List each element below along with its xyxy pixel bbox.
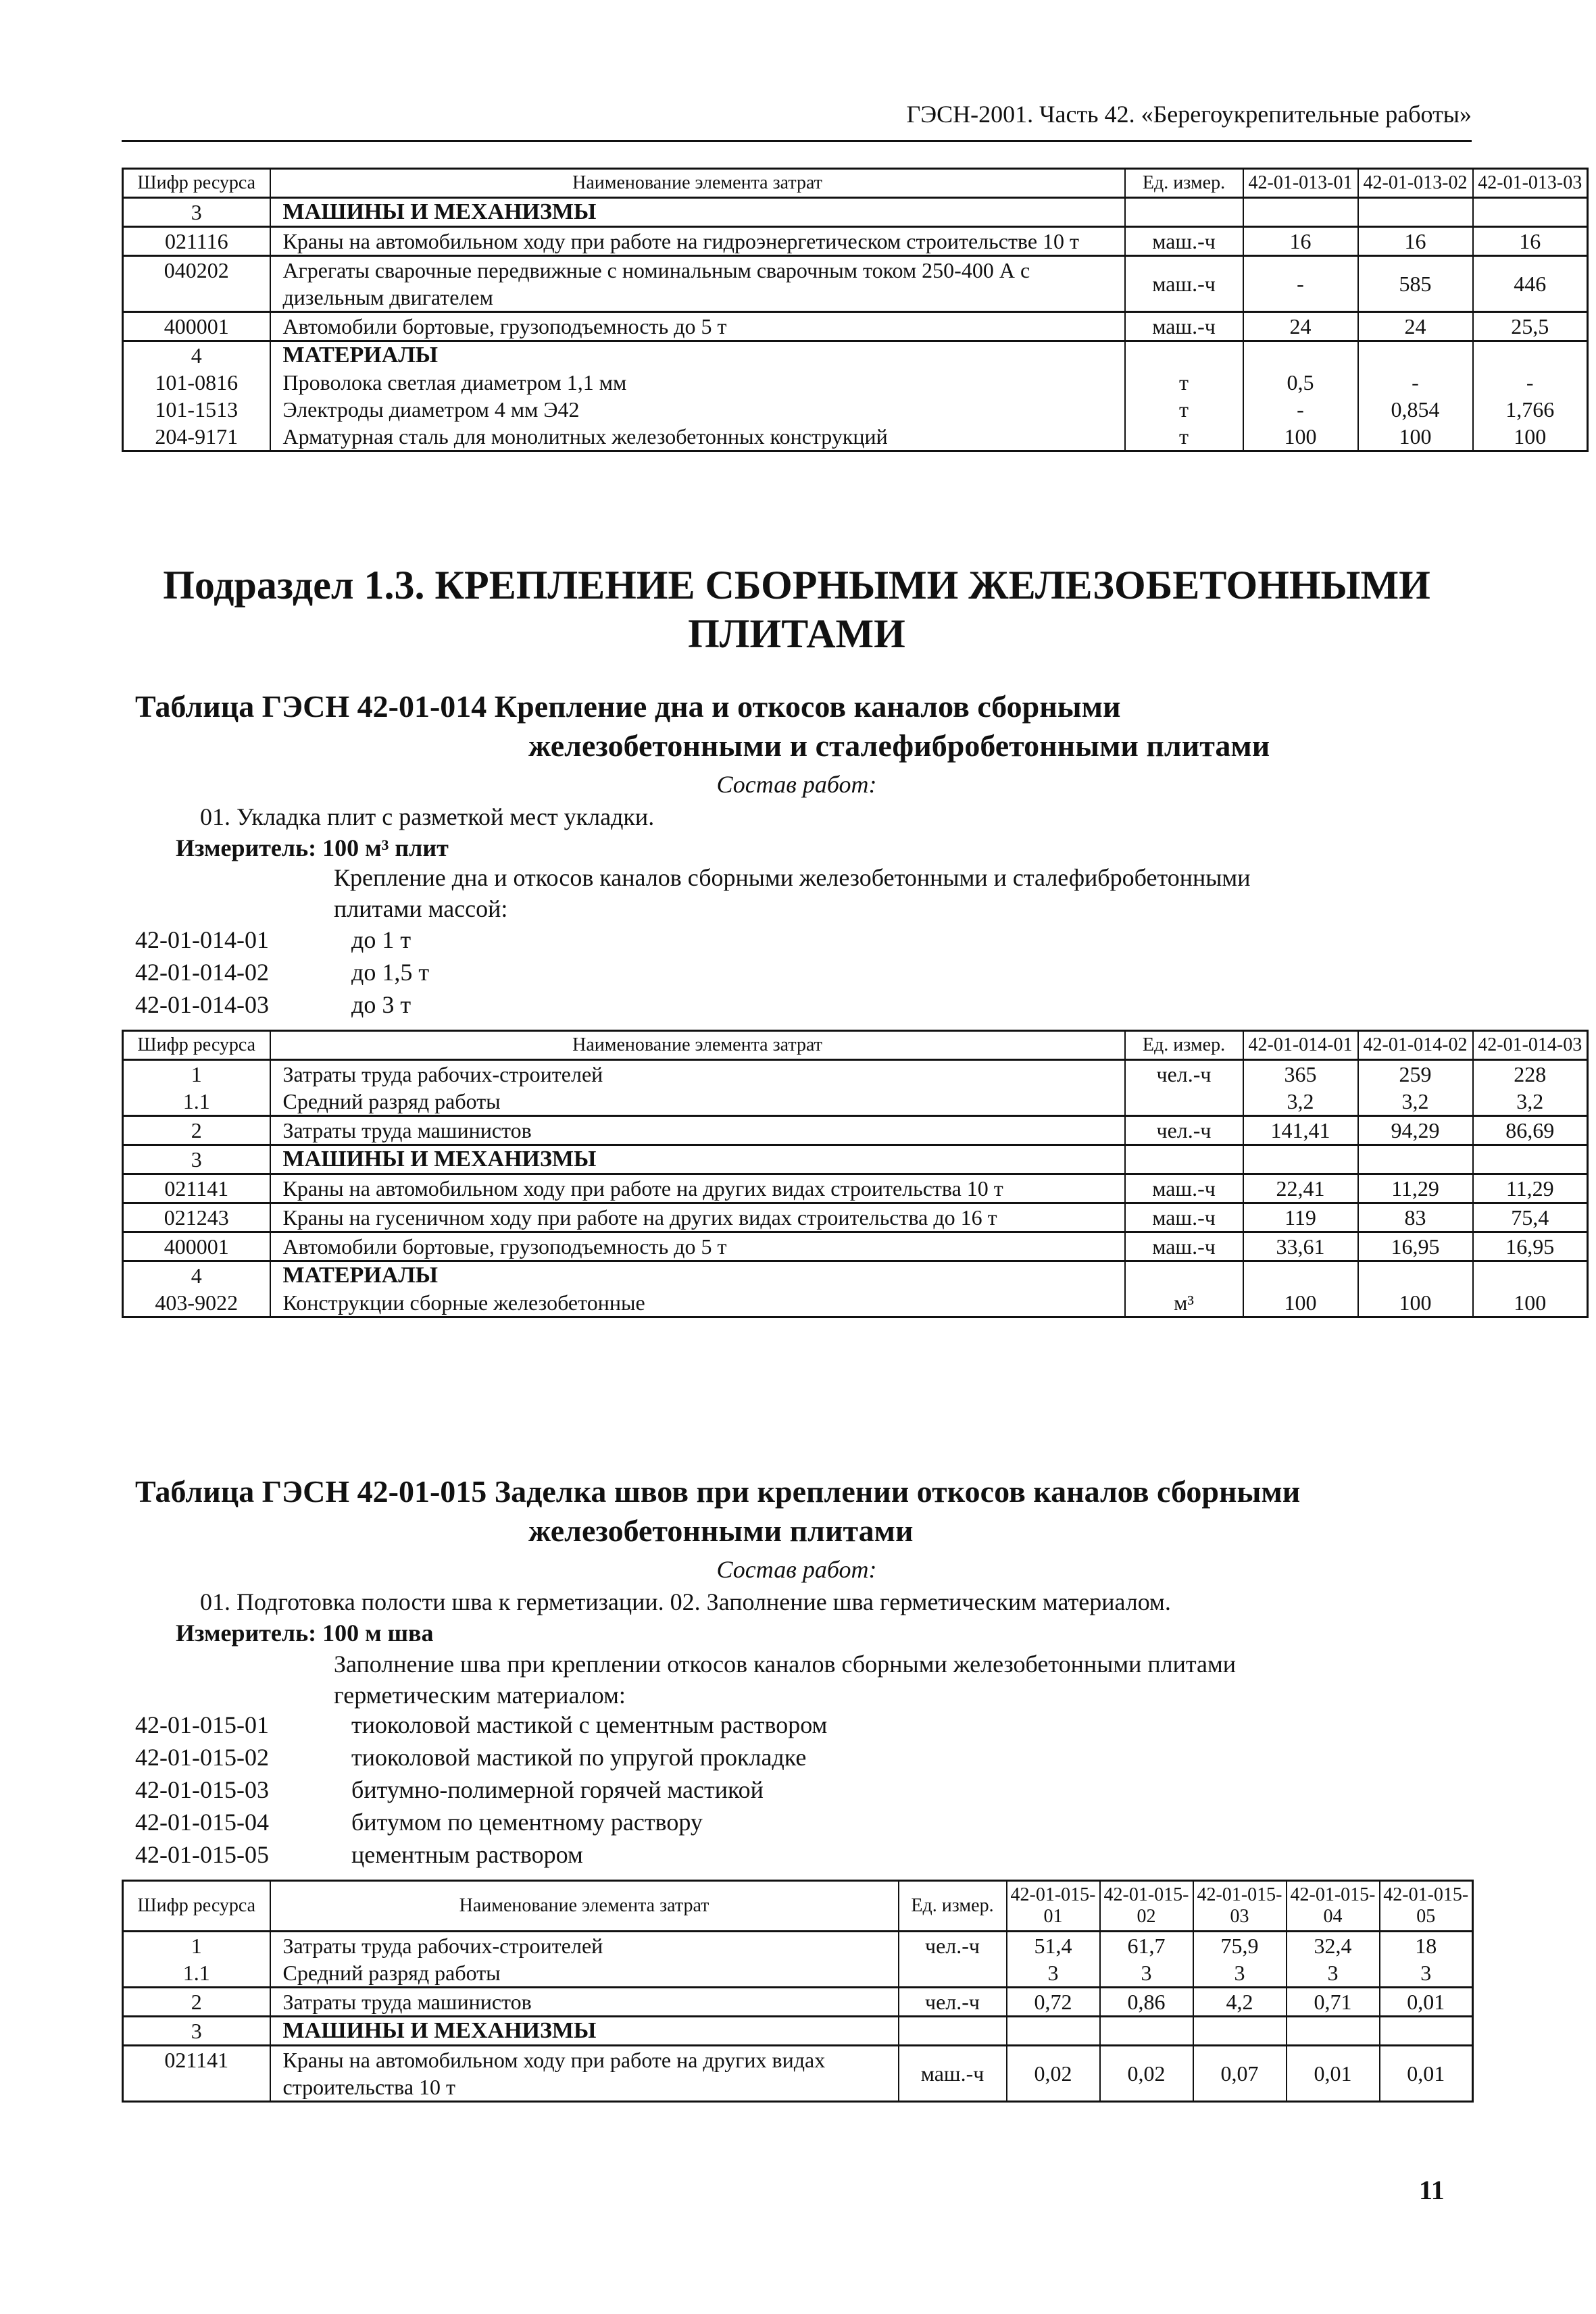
resource-code-cell: 204-9171 [123,423,270,451]
resource-code-cell: 3 [123,198,270,227]
resource-code-cell: 3 [123,1145,270,1174]
value-cell [1243,1261,1358,1290]
element-name-cell: Автомобили бортовые, грузоподъемность до 5 т [270,1232,1125,1261]
unit-cell: маш.-ч [1125,312,1243,341]
unit-cell: маш.-ч [1125,227,1243,256]
unit-cell: чел.-ч [899,1988,1007,2017]
value-cell: 259 [1358,1060,1473,1088]
unit-cell: м³ [1125,1289,1243,1317]
table-row [123,198,1588,227]
header-col: 42-01-013-03 [1473,169,1588,198]
resource-code-cell: 1 [123,1932,270,1960]
value-cell: 86,69 [1473,1116,1588,1145]
value-cell [1358,341,1473,370]
value-cell: 3 [1100,1959,1193,1988]
norm-text: битумом по цементному раствору [351,1809,703,1836]
table-row [123,1232,1588,1261]
resource-code-cell: 403-9022 [123,1289,270,1317]
value-cell: 3 [1380,1959,1473,1988]
unit-cell: т [1125,369,1243,396]
element-name-cell: МАТЕРИАЛЫ [270,341,1125,370]
element-name-cell: Проволока светлая диаметром 1,1 мм [270,369,1125,396]
unit-cell: маш.-ч [1125,256,1243,312]
norm-text: битумно-полимерной горячей мастикой [351,1776,764,1803]
value-cell: 119 [1243,1203,1358,1232]
value-cell [1473,198,1588,227]
unit-cell: чел.-ч [1125,1060,1243,1088]
subsection-line: Подраздел 1.3. КРЕПЛЕНИЕ СБОРНЫМИ ЖЕЛЕЗОБЕТОННЫМИ [163,563,1430,607]
resource-code-cell: 1 [123,1060,270,1088]
work-description: 01. Укладка плит с разметкой мест укладки. [200,803,655,830]
value-cell: 75,4 [1473,1203,1588,1232]
value-cell: 32,4 [1287,1932,1380,1960]
value-cell: 100 [1243,423,1358,451]
element-name-cell: Средний разряд работы [270,1959,899,1988]
table-title: железобетонными плитами [528,1513,914,1548]
norm-code: 42-01-015-04 [135,1809,269,1836]
header-code: Шифр ресурса [123,1031,270,1060]
unit-cell [1125,1145,1243,1174]
table-row [123,1088,1588,1116]
composition-label: Состав работ: [716,1556,877,1583]
table-row [123,227,1588,256]
value-cell: 24 [1358,312,1473,341]
page-number: 11 [1419,2175,1445,2205]
value-cell: 61,7 [1100,1932,1193,1960]
resource-table-014 [122,1030,1589,1318]
table-row [123,369,1588,396]
element-name-cell: Агрегаты сварочные передвижные с номинальным сварочным током 250-400 А с дизельным двигателем [270,256,1125,312]
resource-code-cell: 3 [123,2017,270,2046]
value-cell: 3 [1287,1959,1380,1988]
element-name-cell: Краны на автомобильном ходу при работе на других видах строительства 10 т [270,2046,899,2102]
value-cell [1358,198,1473,227]
value-cell: 3,2 [1243,1088,1358,1116]
resource-code-cell: 4 [123,1261,270,1290]
norm-code: 42-01-014-02 [135,959,269,986]
table-row [123,312,1588,341]
header-rule [122,140,1472,142]
resource-table-015 [122,1880,1474,2103]
value-cell: 100 [1358,423,1473,451]
value-cell: 0,02 [1100,2046,1193,2102]
value-cell: 0,07 [1193,2046,1287,2102]
value-cell: 11,29 [1473,1174,1588,1203]
element-name-cell: Автомобили бортовые, грузоподъемность до 5 т [270,312,1125,341]
table-row [123,256,1588,312]
norm-description: Заполнение шва при креплении откосов каналов сборными железобетонными плитами [334,1651,1237,1678]
value-cell: 33,61 [1243,1232,1358,1261]
unit-cell [1125,1088,1243,1116]
measure-unit: Измеритель: 100 м³ плит [176,834,449,861]
table-row [123,1261,1588,1290]
table-row [123,1203,1588,1232]
table-title: Таблица ГЭСН 42-01-015 Заделка швов при креплении откосов каналов сборными [135,1474,1301,1509]
header-col: 42-01-014-02 [1358,1031,1473,1060]
header-unit: Ед. измер. [1125,169,1243,198]
resource-code-cell: 2 [123,1988,270,2017]
norm-description: плитами массой: [334,895,508,922]
table-row [123,1932,1473,1960]
table-row [123,396,1588,423]
element-name-cell: Арматурная сталь для монолитных железобетонных конструкций [270,423,1125,451]
header-name: Наименование элемента затрат [270,1031,1125,1060]
element-name-cell: МАШИНЫ И МЕХАНИЗМЫ [270,1145,1125,1174]
norm-code: 42-01-015-03 [135,1776,269,1803]
element-name-cell: МАШИНЫ И МЕХАНИЗМЫ [270,2017,899,2046]
value-cell: 11,29 [1358,1174,1473,1203]
resource-table-013 [122,168,1589,452]
header-unit: Ед. измер. [1125,1031,1243,1060]
norm-text: до 1 т [351,926,412,953]
header-col: 42-01-015-05 [1380,1881,1473,1932]
value-cell: 100 [1358,1289,1473,1317]
element-name-cell: Затраты труда машинистов [270,1116,1125,1145]
value-cell: 0,02 [1007,2046,1100,2102]
header-unit: Ед. измер. [899,1881,1007,1932]
header-col: 42-01-015-01 [1007,1881,1100,1932]
value-cell: 4,2 [1193,1988,1287,2017]
value-cell: 16 [1358,227,1473,256]
value-cell: 585 [1358,256,1473,312]
value-cell [1473,1145,1588,1174]
norm-text: до 3 т [351,991,412,1018]
unit-cell: маш.-ч [1125,1174,1243,1203]
table-header-row [123,1881,1473,1932]
value-cell: 0,01 [1287,2046,1380,2102]
value-cell [1243,341,1358,370]
value-cell: 94,29 [1358,1116,1473,1145]
table-row [123,2046,1473,2102]
subsection-title [122,561,1472,658]
unit-cell: маш.-ч [1125,1203,1243,1232]
table-header-row [123,1031,1588,1060]
norm-description: Крепление дна и откосов каналов сборными железобетонными и сталефибробетонными [334,864,1251,891]
table-row [123,341,1588,370]
element-name-cell: Затраты труда машинистов [270,1988,899,2017]
unit-cell: т [1125,423,1243,451]
value-cell: 51,4 [1007,1932,1100,1960]
table-row [123,1116,1588,1145]
resource-code-cell: 1.1 [123,1959,270,1988]
norm-text: до 1,5 т [351,959,430,986]
value-cell [1243,198,1358,227]
value-cell: 25,5 [1473,312,1588,341]
value-cell [1358,1261,1473,1290]
norm-code: 42-01-014-03 [135,991,269,1018]
element-name-cell: МАШИНЫ И МЕХАНИЗМЫ [270,198,1125,227]
header-col: 42-01-013-02 [1358,169,1473,198]
value-cell: 0,854 [1358,396,1473,423]
value-cell: 1,766 [1473,396,1588,423]
table-row [123,1060,1588,1088]
resource-code-cell: 101-0816 [123,369,270,396]
resource-code-cell: 1.1 [123,1088,270,1116]
value-cell: 18 [1380,1932,1473,1960]
resource-code-cell: 4 [123,341,270,370]
value-cell: 3 [1007,1959,1100,1988]
resource-code-cell: 021141 [123,1174,270,1203]
table-title: железобетонными и сталефибробетонными плитами [528,728,1270,763]
value-cell: 446 [1473,256,1588,312]
unit-cell: чел.-ч [1125,1116,1243,1145]
value-cell [1007,2017,1100,2046]
value-cell: 100 [1243,1289,1358,1317]
header-name: Наименование элемента затрат [270,1881,899,1932]
table-row [123,1174,1588,1203]
value-cell: 3,2 [1358,1088,1473,1116]
unit-cell [1125,1261,1243,1290]
norm-code: 42-01-015-02 [135,1744,269,1771]
header-col: 42-01-015-04 [1287,1881,1380,1932]
table-row [123,1289,1588,1317]
unit-cell [1125,198,1243,227]
header-name: Наименование элемента затрат [270,169,1125,198]
element-name-cell: Электроды диаметром 4 мм Э42 [270,396,1125,423]
value-cell [1243,1145,1358,1174]
value-cell: 75,9 [1193,1932,1287,1960]
unit-cell [1125,341,1243,370]
value-cell: 100 [1473,1289,1588,1317]
resource-code-cell: 2 [123,1116,270,1145]
element-name-cell: Затраты труда рабочих-строителей [270,1932,899,1960]
header-code: Шифр ресурса [123,1881,270,1932]
value-cell [1193,2017,1287,2046]
norm-code: 42-01-015-05 [135,1841,269,1868]
header-col: 42-01-014-03 [1473,1031,1588,1060]
value-cell: 0,5 [1243,369,1358,396]
running-header: ГЭСН-2001. Часть 42. «Берегоукрепительные работы» [906,101,1472,128]
value-cell: - [1243,256,1358,312]
norm-code: 42-01-015-01 [135,1711,269,1738]
value-cell [1287,2017,1380,2046]
value-cell: 3,2 [1473,1088,1588,1116]
element-name-cell: Краны на автомобильном ходу при работе на гидроэнергетическом строительстве 10 т [270,227,1125,256]
header-col: 42-01-015-02 [1100,1881,1193,1932]
subsection-line: ПЛИТАМИ [688,611,905,656]
resource-code-cell: 101-1513 [123,396,270,423]
norm-code: 42-01-014-01 [135,926,269,953]
value-cell: 0,01 [1380,2046,1473,2102]
unit-cell [899,2017,1007,2046]
norm-text: цементным раствором [351,1841,583,1868]
norm-text: тиоколовой мастикой с цементным раствором [351,1711,828,1738]
value-cell [1473,1261,1588,1290]
resource-code-cell: 400001 [123,1232,270,1261]
table-title: Таблица ГЭСН 42-01-014 Крепление дна и откосов каналов сборными [135,689,1121,724]
value-cell [1358,1145,1473,1174]
table-row [123,1988,1473,2017]
value-cell: 24 [1243,312,1358,341]
header-col: 42-01-013-01 [1243,169,1358,198]
value-cell: 16,95 [1473,1232,1588,1261]
resource-code-cell: 040202 [123,256,270,312]
element-name-cell: МАТЕРИАЛЫ [270,1261,1125,1290]
value-cell [1100,2017,1193,2046]
value-cell [1380,2017,1473,2046]
unit-cell [899,1959,1007,1988]
table-row [123,423,1588,451]
value-cell: 0,72 [1007,1988,1100,2017]
value-cell: - [1243,396,1358,423]
measure-unit: Измеритель: 100 м шва [176,1619,434,1646]
element-name-cell: Средний разряд работы [270,1088,1125,1116]
unit-cell: т [1125,396,1243,423]
composition-label: Состав работ: [716,771,877,798]
table-row [123,1959,1473,1988]
element-name-cell: Краны на гусеничном ходу при работе на других видах строительства до 16 т [270,1203,1125,1232]
table-header-row [123,169,1588,198]
element-name-cell: Затраты труда рабочих-строителей [270,1060,1125,1088]
header-col: 42-01-014-01 [1243,1031,1358,1060]
value-cell: 100 [1473,423,1588,451]
value-cell: 0,01 [1380,1988,1473,2017]
header-code: Шифр ресурса [123,169,270,198]
value-cell: 228 [1473,1060,1588,1088]
norm-description: герметическим материалом: [334,1682,626,1709]
unit-cell: маш.-ч [899,2046,1007,2102]
unit-cell: чел.-ч [899,1932,1007,1960]
work-description: 01. Подготовка полости шва к герметизации. 02. Заполнение шва герметическим материалом. [200,1588,1171,1615]
unit-cell: маш.-ч [1125,1232,1243,1261]
value-cell: 83 [1358,1203,1473,1232]
element-name-cell: Конструкции сборные железобетонные [270,1289,1125,1317]
value-cell [1473,341,1588,370]
value-cell: 0,71 [1287,1988,1380,2017]
value-cell: - [1358,369,1473,396]
value-cell: 3 [1193,1959,1287,1988]
resource-code-cell: 400001 [123,312,270,341]
norm-text: тиоколовой мастикой по упругой прокладке [351,1744,807,1771]
resource-code-cell: 021141 [123,2046,270,2102]
value-cell: 16 [1473,227,1588,256]
value-cell: 365 [1243,1060,1358,1088]
value-cell: 0,86 [1100,1988,1193,2017]
resource-code-cell: 021116 [123,227,270,256]
value-cell: 16,95 [1358,1232,1473,1261]
value-cell: 22,41 [1243,1174,1358,1203]
value-cell: 141,41 [1243,1116,1358,1145]
value-cell: 16 [1243,227,1358,256]
table-row [123,2017,1473,2046]
table-row [123,1145,1588,1174]
value-cell: - [1473,369,1588,396]
resource-code-cell: 021243 [123,1203,270,1232]
header-col: 42-01-015-03 [1193,1881,1287,1932]
element-name-cell: Краны на автомобильном ходу при работе на других видах строительства 10 т [270,1174,1125,1203]
